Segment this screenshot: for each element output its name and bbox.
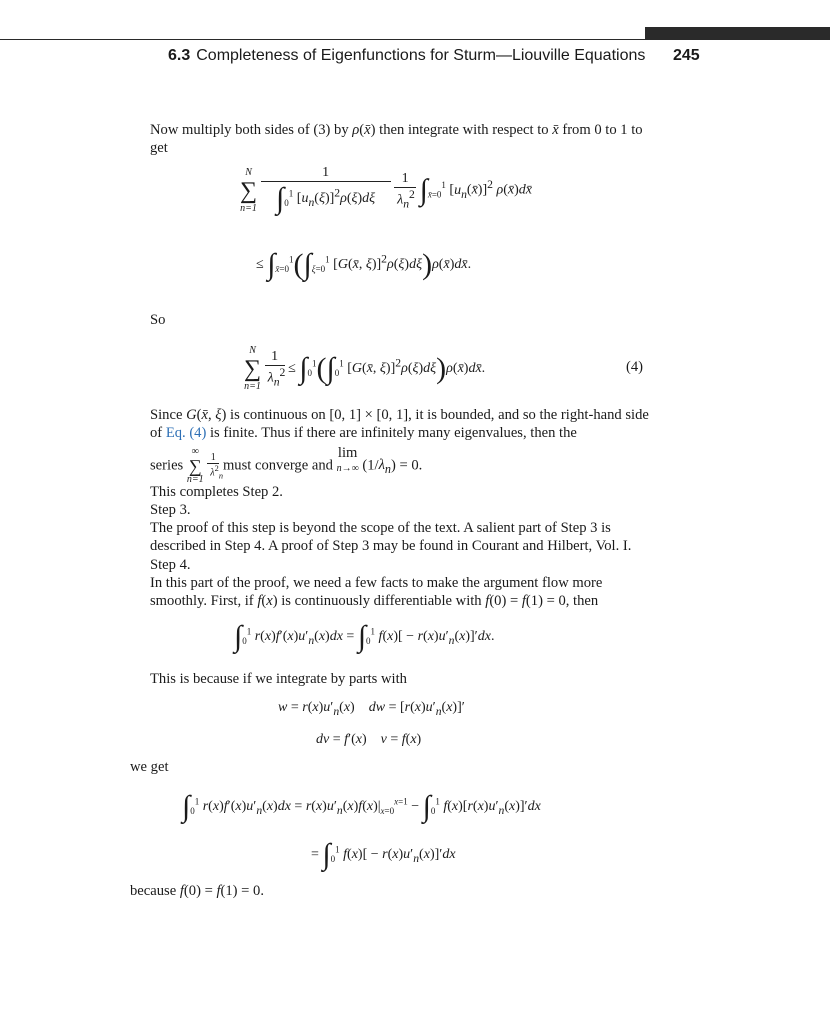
- running-header: [0, 45, 830, 69]
- equation-4-link[interactable]: Eq. (4): [165, 425, 207, 441]
- step4-text: In this part of the proof, we need a few facts to make the argument flow more smoothly. First, if f(x) is continuously differentiable with f(0) = f(1) = 0, then: [150, 575, 603, 609]
- step3-heading: Step 3.: [150, 502, 191, 518]
- paragraph-bounded: Since G(x̄, ξ) is continuous on [0, 1] × [0, 1], it is bounded, and so the right-hand side of Eq. (4) is finite. Thus if there are infinitely many eigenvalues, then the: [150, 407, 649, 441]
- step3-text: The proof of this step is beyond the scope of the text. A salient part of Step 3 is described in Step 4. A proof of Step 3 may be found in Courant and Hilbert, Vol. I.: [150, 520, 632, 554]
- equation-sum-inequality-line1: N ∑ n=1 $\frac{1}{\int_0^1 [u_n(\xi)]^2\rho(\xi)d\xi}$ $\frac{1}{\lambda_n^2}$ $\int_{x̄=0}^1$ $[u_n(x̄)]^2$ ρ(x̄)dx̄: [240, 165, 532, 215]
- equation-v: dv = f′(x) v = f(x): [316, 732, 422, 747]
- we-get-text: we get: [130, 759, 169, 775]
- because-text: because f(0) = f(1) = 0.: [130, 883, 265, 899]
- header-rule: [0, 39, 830, 40]
- equation-4-label: (4): [626, 359, 644, 375]
- equation-w: $w = r(x)u'_n(x)$ dw = $[r(x)u'_n(x)]'$: [278, 700, 465, 718]
- step4-heading: Step 4.: [150, 557, 191, 573]
- equation-sum-inequality-line2: ≤ $\int_{x̄=0}^1(\int_{\xi=0}^1$ [G(x̄, ξ)]$^2$ρ(ξ)dξ)ρ(x̄)dx̄.: [256, 248, 472, 281]
- section-number: 6.3: [168, 47, 191, 64]
- paragraph-intro: Now multiply both sides of (3) by ρ(x̄) then integrate with respect to x̄ from 0 to 1 to get: [150, 122, 643, 156]
- section-heading: [168, 47, 645, 65]
- equation-parts-identity: $\int_0^1$ $r(x)f'(x)u'_n(x)dx = \int_0^1$ $f(x)[ - r(x)u'_n(x)]'dx$.: [234, 620, 495, 653]
- equation-4: N ∑ n=1 $\frac{1}{\lambda_n^2}$ ≤ $\int_0^1(\int_0^1$ [G(x̄, ξ)]$^2$ρ(ξ)dξ)ρ(x̄)dx̄.: [244, 345, 486, 392]
- parts-explanation: This is because if we integrate by parts with: [150, 671, 407, 687]
- series-line: series ∞ ∑ n=1 $\frac{1}{\lambda^2_n}$ must converge and lim n→∞ $(1/\lambda_n) = 0$.: [150, 445, 423, 485]
- page-number: 245: [673, 47, 700, 64]
- so-text: So: [150, 312, 166, 328]
- equation-final-line1: $\int_0^1$ $r(x)f'(x)u'_n(x)dx = r(x)u'_n(x)f(x)|_{x=0}^{x=1} - \int_0^1$ $f(x)[r(x)u'_n(x)]'dx$: [182, 790, 541, 823]
- section-title: Completeness of Eigenfunctions for Sturm—Liouville Equations: [196, 47, 646, 64]
- equation-final-line2: = $\int_0^1$ $f(x)[ - r(x)u'_n(x)]'dx$: [311, 838, 456, 871]
- step2-complete: This completes Step 2.: [150, 484, 283, 500]
